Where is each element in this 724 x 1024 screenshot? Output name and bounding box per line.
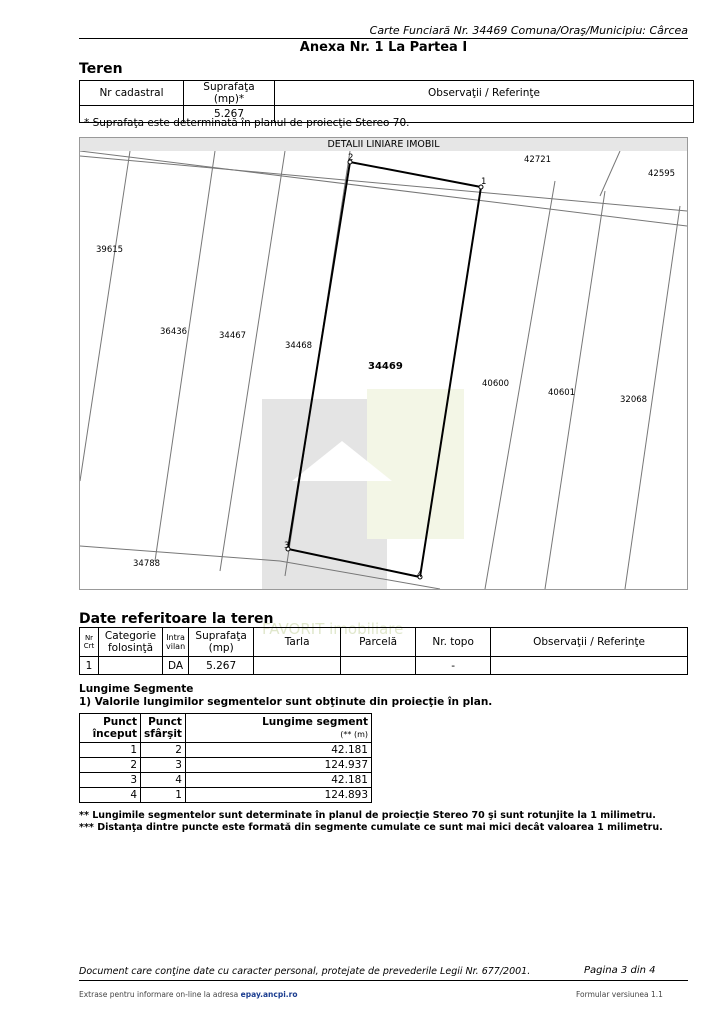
cell-categorie [99, 657, 163, 675]
col-tarla: Tarla [254, 628, 341, 657]
col-nr-crt: Nr Crt [80, 628, 99, 657]
extract-line [79, 990, 297, 999]
neighbor-40600: 40600 [482, 379, 510, 389]
point-label-1: 1 [481, 177, 487, 187]
neighbor-34788: 34788 [133, 559, 161, 569]
col-categorie: Categorie folosinţă [99, 628, 163, 657]
teren-title: Teren [79, 61, 123, 77]
col-intravilan: Intra vilan [163, 628, 189, 657]
lungime-label: Lungime segment [262, 715, 368, 728]
cell-intravilan: DA [163, 657, 189, 675]
cf-header-line: Carte Funciară Nr. 34469 Comuna/Oraş/Municipiu: Cârcea [369, 24, 688, 37]
segment-end: 2 [141, 743, 186, 758]
plan-drawing [80, 151, 687, 589]
segmente-table [79, 713, 372, 803]
teren-footnote: * Suprafaţa este determinată în planul de proiecţie Stereo 70. [84, 117, 410, 129]
cell-nr-topo: - [416, 657, 491, 675]
personal-data-note: Document care conţine date cu caracter personal, protejate de prevederile Legii Nr. 677/2001. [79, 966, 531, 977]
segmente-title: Lungime Segmente [79, 683, 194, 695]
segmente-header-row [80, 714, 372, 743]
neighbor-34468: 34468 [285, 341, 313, 351]
cell-suprafata-teren: 5.267 [189, 657, 254, 675]
segment-start: 4 [80, 788, 141, 803]
date-teren-header-row [80, 628, 688, 657]
segment-length: 124.937 [185, 758, 371, 773]
date-teren-row [80, 657, 688, 675]
segment-end: 3 [141, 758, 186, 773]
page-number: Pagina 3 din 4 [584, 965, 656, 976]
col-suprafata: Suprafaţa (mp)* [184, 81, 275, 106]
cell-parcela [341, 657, 416, 675]
segment-start: 2 [80, 758, 141, 773]
cell-observatii-teren [491, 657, 688, 675]
segment-length: 42.181 [185, 743, 371, 758]
annex-title: Anexa Nr. 1 La Partea I [299, 40, 468, 55]
epay-link[interactable]: epay.ancpi.ro [240, 990, 298, 999]
cell-nr-crt: 1 [80, 657, 99, 675]
segmente-subtitle: 1) Valorile lungimilor segmentelor sunt obţinute din proiecţie în plan. [79, 696, 493, 708]
segment-start: 1 [80, 743, 141, 758]
cell-tarla [254, 657, 341, 675]
col-nr-cadastral: Nr cadastral [80, 81, 184, 106]
neighbor-39615: 39615 [96, 245, 124, 255]
neighbor-42595: 42595 [648, 169, 676, 179]
col-lungime-segment [185, 714, 371, 743]
neighbor-40601: 40601 [548, 388, 576, 398]
segment-row-1 [80, 743, 372, 758]
segment-row-3 [80, 773, 372, 788]
segment-length: 42.181 [185, 773, 371, 788]
date-teren-title: Date referitoare la teren [79, 611, 274, 627]
col-observatii-teren: Observaţii / Referinţe [491, 628, 688, 657]
segmente-note-2: *** Distanţa dintre puncte este formată din segmente cumulate ce sunt mai mici decât valoarea 1 milimetru. [79, 822, 663, 833]
segment-length: 124.893 [185, 788, 371, 803]
segment-start: 3 [80, 773, 141, 788]
col-observatii: Observaţii / Referinţe [275, 81, 694, 106]
footer-rule [79, 980, 688, 981]
segment-end: 4 [141, 773, 186, 788]
col-punct-inceput: Punct început [80, 714, 141, 743]
neighbor-34467: 34467 [219, 331, 247, 341]
lungime-unit: (** (m) [340, 729, 368, 739]
header-rule [79, 38, 688, 39]
segment-row-4 [80, 788, 372, 803]
point-label-3: 3 [284, 541, 290, 551]
segmente-note-1: ** Lungimile segmentelor sunt determinate în planul de proiecţie Stereo 70 şi sunt rotunjite la 1 milimetru. [79, 810, 656, 821]
plan-frame [79, 137, 688, 590]
neighbor-32068: 32068 [620, 395, 648, 405]
parcel-label: 34469 [368, 361, 403, 372]
teren-header-row [80, 81, 694, 106]
col-parcela: Parcelă [341, 628, 416, 657]
col-suprafata-teren: Suprafaţa (mp) [189, 628, 254, 657]
extract-prefix: Extrase pentru informare on-line la adresa [79, 990, 239, 999]
watermark-text: FAVORIT imobiliare [262, 620, 404, 638]
point-label-4: 4 [417, 570, 423, 580]
col-punct-sfarsit: Punct sfârşit [141, 714, 186, 743]
date-teren-table [79, 627, 688, 675]
point-label-2: 2 [348, 153, 354, 163]
neighbor-36436: 36436 [160, 327, 188, 337]
col-nr-topo: Nr. topo [416, 628, 491, 657]
neighbor-42721: 42721 [524, 155, 552, 165]
form-version: Formular versiunea 1.1 [576, 990, 663, 999]
segment-end: 1 [141, 788, 186, 803]
plan-title: DETALII LINIARE IMOBIL [80, 138, 687, 151]
cell-suprafata: 5.267 [184, 106, 275, 123]
segment-row-2 [80, 758, 372, 773]
